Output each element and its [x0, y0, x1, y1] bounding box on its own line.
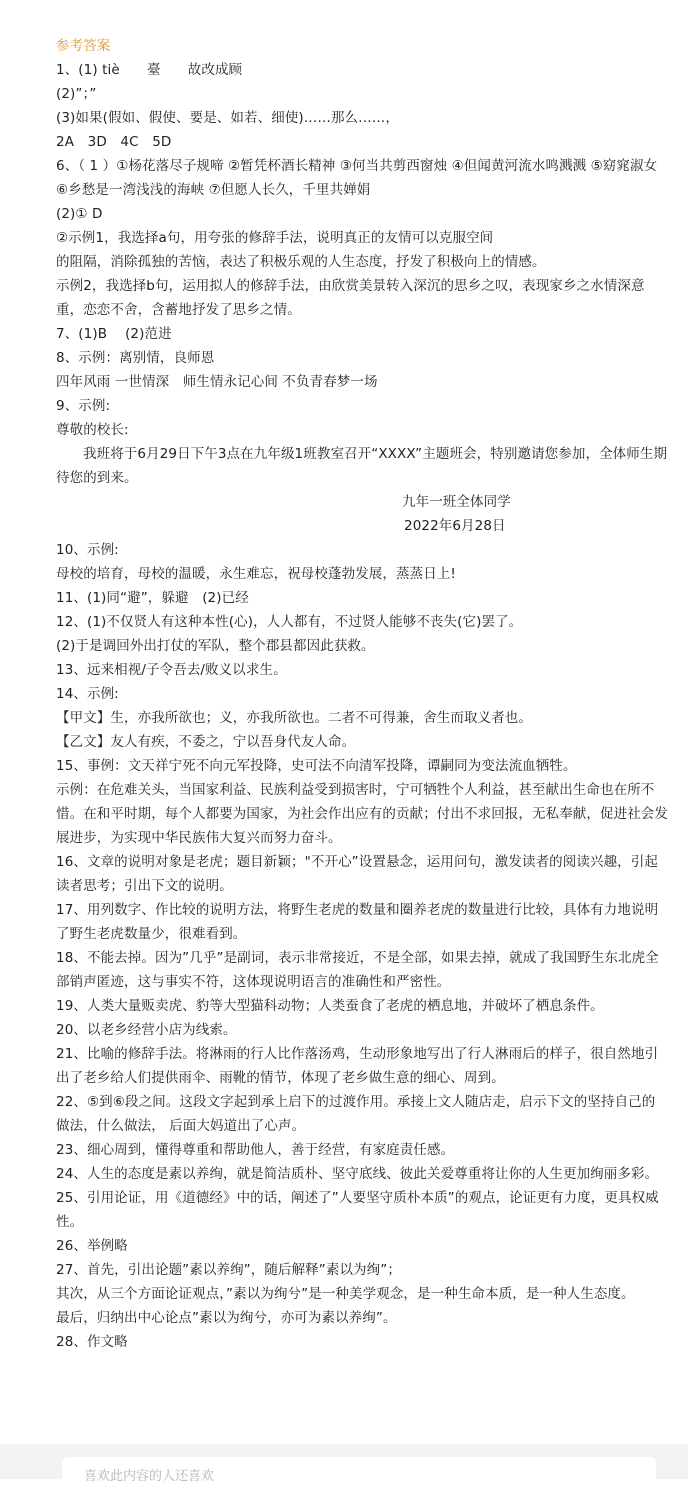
answer-line: 13、远来相视/子令吾去/败义以求生。	[56, 662, 287, 678]
answer-line: 17、用列数字、作比较的说明方法，将野生老虎的数量和圈养老虎的数量进行比较，具体有力地说明了野生老虎数量少，很难看到。	[56, 902, 659, 942]
letter-signature: 九年一班全体同学	[402, 494, 511, 510]
letter-body: 我班将于6月29日下午3点在九年级1班教室召开“XXXX”主题班会，特别邀请您参加，全体师生期待您的到来。	[56, 446, 668, 486]
answer-line: 【甲文】生，亦我所欲也；义，亦我所欲也。二者不可得兼，舍生而取义者也。	[56, 710, 532, 726]
related-content-box[interactable]: 喜欢此内容的人还喜欢	[62, 1457, 656, 1497]
answer-line: 11、(1)同“避”，躲避 (2)已经	[56, 590, 249, 606]
answer-line: 7、(1)B (2)范进	[56, 326, 172, 342]
answer-line: 26、举例略	[56, 1238, 128, 1254]
answer-line: (2)于是调回外出打仗的军队，整个郡县都因此获救。	[56, 638, 375, 654]
answer-line: 的阻隔，消除孤独的苦恼，表达了积极乐观的人生态度，抒发了积极向上的情感。	[56, 254, 546, 270]
answer-line: 23、细心周到，懂得尊重和帮助他人，善于经营，有家庭责任感。	[56, 1142, 455, 1158]
footer-bar	[0, 1444, 688, 1484]
answer-line: 12、(1)不仅贤人有这种本性(心)，人人都有，不过贤人能够不丧失(它)罢了。	[56, 614, 523, 630]
answer-line: 14、示例:	[56, 686, 119, 702]
answer-line: 1、(1) tiè 臺 故改成顾	[56, 62, 243, 78]
answer-line: 25、引用论证，用《道德经》中的话，阐述了”人要坚守质朴本质”的观点，论证更有力度，更具权威性。	[56, 1190, 659, 1230]
answer-line: 其次，从三个方面论证观点，”素以为绚兮”是一种美学观念，是一种生命本质，是一种人生态度。	[56, 1286, 635, 1302]
answer-line: 6、（ 1 ）①杨花落尽子规啼 ②暂凭杯酒长精神 ③何当共剪西窗烛 ④但闻黄河流水鸣溅溅 ⑤窈窕淑女 ⑥乡愁是一湾浅浅的海峡 ⑦但愿人长久，千里共婵娟	[56, 158, 658, 198]
invitation-letter	[56, 442, 668, 538]
answer-line: 示例：在危难关头，当国家利益、民族利益受到损害时，宁可牺牲个人利益，甚至献出生命也在所不惜。在和平时期，每个人都要为国家，为社会作出应有的贡献；付出不求回报，无私奉献，促进社会发展进步，为实现中华民族伟大复兴而努力奋斗。	[56, 782, 668, 846]
answer-line: 22、⑤到⑥段之间。这段文字起到承上启下的过渡作用。承接上文人随店走，启示下文的坚持自己的做法，什么做法， 后面大妈道出了心声。	[56, 1094, 656, 1134]
answer-line: 10、示例:	[56, 542, 119, 558]
answer-line: 最后，归纳出中心论点”素以为绚兮，亦可为素以养绚”。	[56, 1310, 397, 1326]
answer-line: ②示例1，我选择a句，用夸张的修辞手法，说明真正的友情可以克服空间	[56, 230, 494, 246]
answer-line: 15、事例：文天祥宁死不向元军投降，史可法不向清军投降，谭嗣同为变法流血牺牲。	[56, 758, 577, 774]
answer-line: 24、人生的态度是素以养绚，就是简洁质朴、坚守底线、彼此关爱尊重将让你的人生更加绚丽多彩。	[56, 1166, 659, 1182]
answer-line: 母校的培育，母校的温暖，永生难忘，祝母校蓬勃发展，蒸蒸日上!	[56, 566, 456, 582]
answer-line: 21、比喻的修辞手法。将淋雨的行人比作落汤鸡，生动形象地写出了行人淋雨后的样子，很自然地引出了老乡给人们提供雨伞、雨靴的情节，体现了老乡做生意的细心、周到。	[56, 1046, 659, 1086]
answer-line: 示例2，我选择b句，运用拟人的修辞手法，由欣赏美景转入深沉的思乡之叹，表现家乡之水情深意重，恋恋不舍，含蓄地抒发了思乡之情。	[56, 278, 645, 318]
answers-part-2	[56, 538, 668, 1354]
answers-part-1	[56, 58, 668, 442]
answer-line: 尊敬的校长:	[56, 422, 129, 438]
answer-line: 【乙文】友人有疾，不委之，宁以吾身代友人命。	[56, 734, 356, 750]
answer-document	[56, 34, 668, 1354]
answer-line: 28、作文略	[56, 1334, 128, 1350]
answer-line: 19、人类大量贩卖虎、豹等大型猫科动物；人类蚕食了老虎的栖息地，并破坏了栖息条件。	[56, 998, 604, 1014]
answer-line: 27、首先，引出论题”素以养绚”，随后解释”素以为绚”；	[56, 1262, 401, 1278]
answer-line: 16、文章的说明对象是老虎；题目新颖；"不开心”设置悬念，运用问句，激发读者的阅读兴趣，引起读者思考；引出下文的说明。	[56, 854, 658, 894]
answer-line: 8、示例：离别情，良师恩	[56, 350, 215, 366]
answer-line: 四年风雨 一世情深 师生情永记心间 不负青春梦一场	[56, 374, 378, 390]
letter-date: 2022年6月28日	[404, 518, 506, 534]
answer-line: (2)”；”	[56, 86, 97, 102]
answer-line: (2)① D	[56, 206, 103, 222]
answer-line: 2A 3D 4C 5D	[56, 134, 172, 150]
answer-line: 20、以老乡经营小店为线索。	[56, 1022, 237, 1038]
answer-line: 9、示例:	[56, 398, 111, 414]
page-title: 参考答案	[56, 38, 111, 54]
answer-line: 18、不能去掉。因为”几乎”是副词，表示非常接近，不是全部，如果去掉，就成了我国野生东北虎全部销声匿迹，这与事实不符，这体现说明语言的准确性和严密性。	[56, 950, 659, 990]
answer-line: (3)如果(假如、假使、要是、如若、细使)……那么……，	[56, 110, 399, 126]
